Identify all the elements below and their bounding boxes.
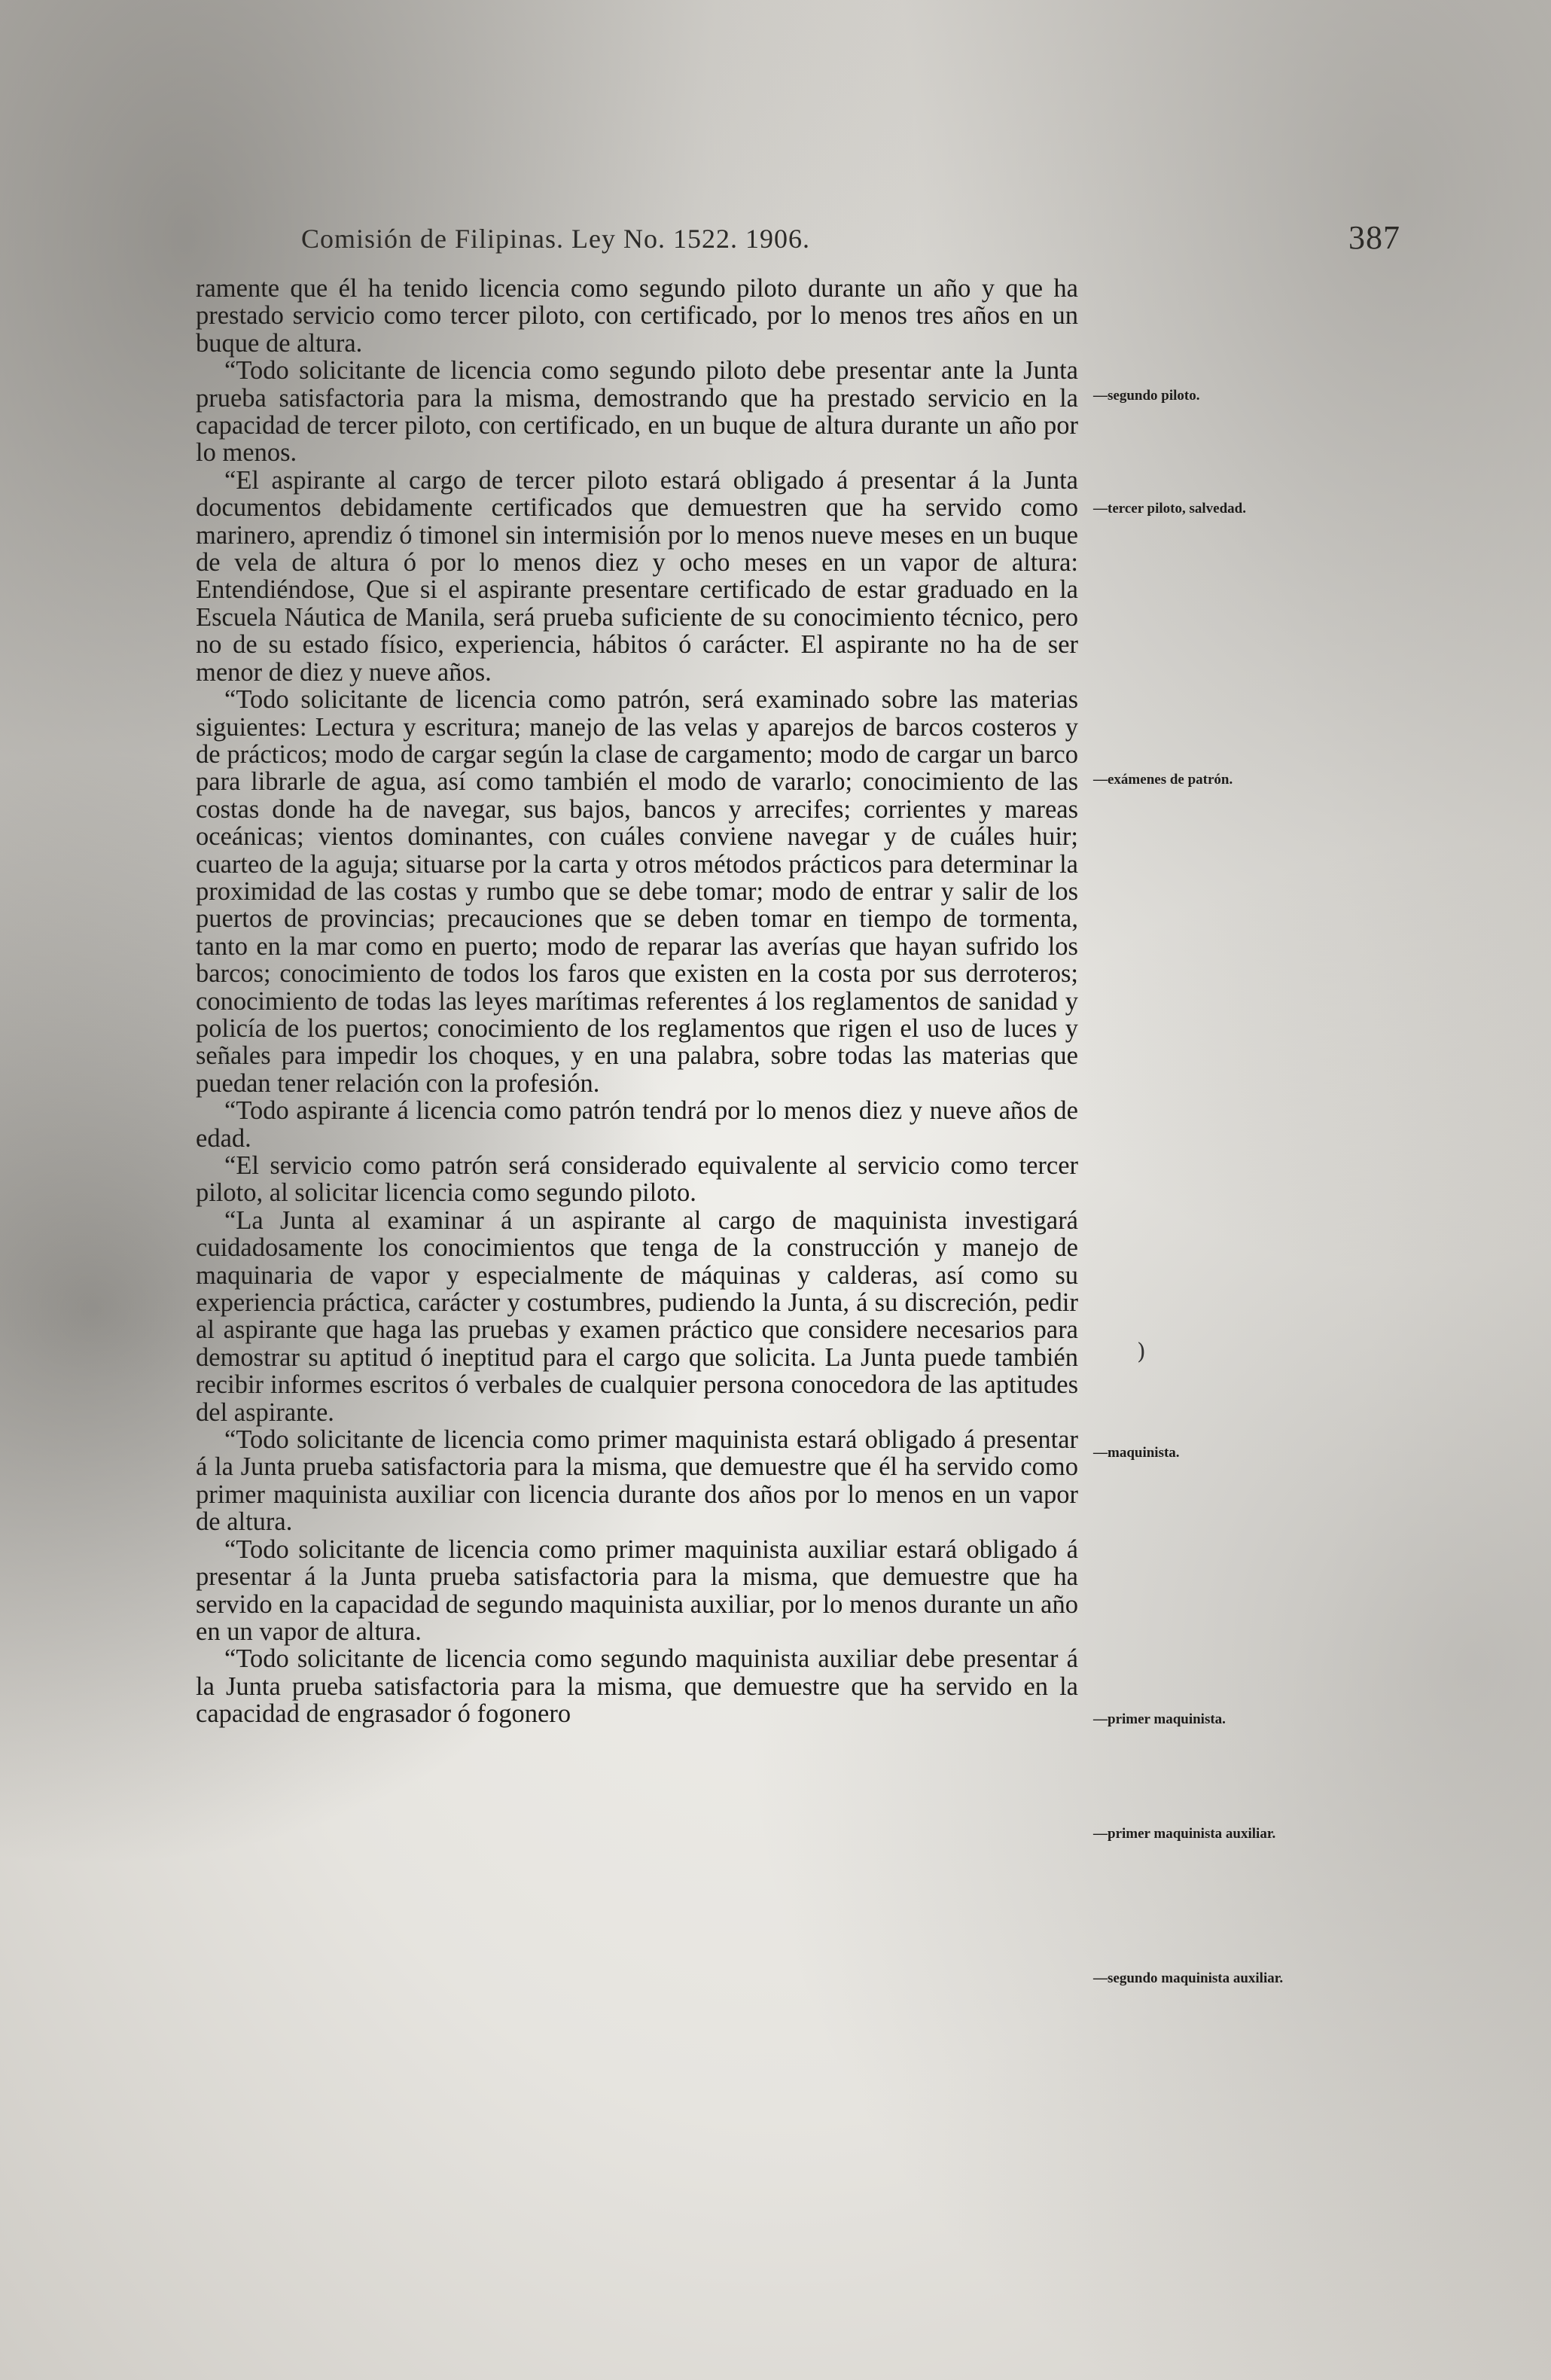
marginal-note-maquinista: —maquinista. (1093, 1445, 1180, 1461)
marginal-note-tercer-piloto: —tercer piloto, salvedad. (1093, 501, 1246, 517)
running-title: Comisión de Filipinas. Ley No. 1522. 1906. (301, 224, 810, 254)
paragraph-3: “El aspirante al cargo de tercer piloto estará obligado á presentar á la Junta documentos debidamente certificados que demuestren que ha servido como marinero, aprendiz ó timonel sin intermisión por lo menos nueve meses en un buque de vela de altura ó por lo menos diez y ocho meses en un vapor de altura: Entendiéndose, Que si el aspirante presentare certificado de estar graduado en la Escuela Náutica de Manila, será prueba suficiente de su conocimiento técnico, pero no de su estado físico, experiencia, hábitos ó carácter. El aspirante no ha de ser menor de diez y nueve años. (196, 465, 1078, 687)
paragraph-5: “Todo aspirante á licencia como patrón tendrá por lo menos diez y nueve años de edad. (196, 1096, 1078, 1153)
paragraph-9: “Todo solicitante de licencia como primer maquinista auxiliar estará obligado á presentar á la Junta prueba satisfactoria para la misma, que demuestre que ha servido en la capacidad de segundo maquinista auxiliar, por lo menos durante un año en un vapor de altura. (196, 1534, 1078, 1646)
marginal-note-primer-maquinista: —primer maquinista. (1093, 1711, 1226, 1727)
paragraph-7: “La Junta al examinar á un aspirante al cargo de maquinista investigará cuidadosamente los conocimientos que tenga de la construcción y manejo de maquinaria de vapor y especialmente de máquinas y calderas, así como su experiencia práctica, carácter y costumbres, pudiendo la Junta, á su discreción, pedir al aspirante que haga las pruebas y examen práctico que considere necesarios para demostrar su aptitud ó ineptitud para el cargo que solicita. La Junta puede también recibir informes escritos ó verbales de cualquier persona conocedora de las aptitudes del aspirante. (196, 1205, 1078, 1427)
marginal-note-segundo-piloto: —segundo piloto. (1093, 388, 1200, 404)
page-number: 387 (1348, 219, 1400, 256)
marginal-note-primer-maquinista-auxiliar: —primer maquinista auxiliar. (1093, 1826, 1276, 1842)
stray-mark: ) (1137, 1339, 1146, 1365)
paragraph-8: “Todo solicitante de licencia como primer maquinista estará obligado á presentar á la Junta prueba satisfactoria para la misma, que demuestre que él ha servido como primer maquinista auxiliar con licencia durante dos años por lo menos en un vapor de altura. (196, 1425, 1078, 1537)
running-header (301, 218, 1400, 264)
marginal-note-examenes-patron: —exámenes de patrón. (1093, 772, 1233, 788)
paragraph-2: “Todo solicitante de licencia como segundo piloto debe presentar ante la Junta prueba satisfactoria para la misma, demostrando que ha prestado servicio en la capacidad de tercer piloto, con certificado, en un buque de altura durante un año por lo menos. (196, 356, 1078, 468)
paragraph-1: ramente que él ha tenido licencia como segundo piloto durante un año y que ha prestado servicio como tercer piloto, con certificado, por lo menos tres años en un buque de altura. (196, 274, 1078, 358)
paragraph-4: “Todo solicitante de licencia como patrón, será examinado sobre las materias siguientes: Lectura y escritura; manejo de las velas y aparejos de barcos costeros y de prácticos; modo de cargar según la clase de cargamento; modo de cargar un barco para librarle de agua, así como también el modo de vararlo; conocimiento de las costas donde ha de navegar, sus bajos, bancos y arrecifes; corrientes y mareas oceánicas; vientos dominantes, con cuáles conviene navegar y de cuáles huir; cuarteo de la aguja; situarse por la carta y otros métodos prácticos para determinar la proximidad de las costas y rumbo que se debe tomar; modo de entrar y salir de los puertos de provincias; precauciones que se deben tomar en tiempo de tormenta, tanto en la mar como en puerto; modo de reparar las averías que hayan sufrido los barcos; conocimiento de todos los faros que existen en la costa por sus derroteros; conocimiento de todas las leyes marítimas referentes á los reglamentos de sanidad y policía de los puertos; conocimiento de los reglamentos que rigen el uso de luces y señales para impedir los choques, y en una palabra, sobre todas las materias que puedan tener relación con la profesión. (196, 685, 1078, 1098)
paragraph-6: “El servicio como patrón será considerado equivalente al servicio como tercer piloto, al solicitar licencia como segundo piloto. (196, 1151, 1078, 1208)
paragraph-10: “Todo solicitante de licencia como segundo maquinista auxiliar debe presentar á la Junta prueba satisfactoria para la misma, que demuestre que ha servido en la capacidad de engrasador ó fogonero (196, 1644, 1078, 1729)
marginal-note-segundo-maquinista-auxiliar: —segundo maquinista auxiliar. (1093, 1970, 1284, 1986)
body-text (196, 275, 1078, 1728)
